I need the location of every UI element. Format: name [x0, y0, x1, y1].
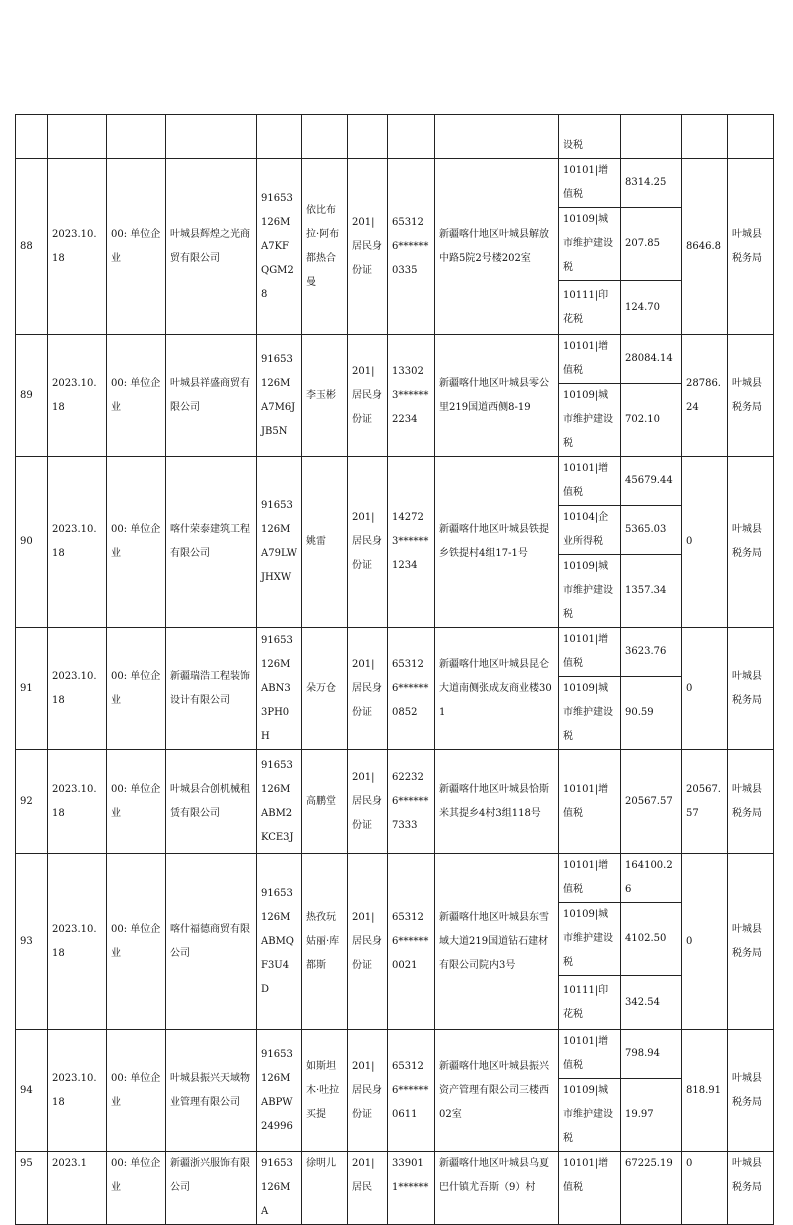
row-number: [16, 1152, 48, 1225]
address-cell: [435, 335, 559, 457]
id-type-cell-text: 201|居民身份证: [352, 1060, 382, 1120]
legal-person-cell: [302, 628, 348, 750]
tax-amount-cell-text: 90.59: [625, 707, 654, 718]
legal-person-cell-text: 朵万仓: [306, 682, 336, 694]
date-cell-text: 2023.10.18: [52, 228, 97, 264]
legal-person-cell-text: 依比布拉·阿布都热合曼: [306, 204, 340, 288]
table-row-partial: [16, 1152, 774, 1225]
tax-item-cell-text: 10101|增值税: [563, 1158, 609, 1193]
id-type-cell: [348, 1152, 388, 1225]
company-name-cell-text: 喀什荣泰建筑工程有限公司: [170, 524, 250, 559]
tax-item-cell: [559, 976, 621, 1030]
date-cell-text: 2023.10.18: [52, 783, 97, 819]
row-number-text: 92: [20, 795, 33, 807]
tax-amount-cell-text: 5365.03: [625, 524, 667, 535]
row-number: [16, 335, 48, 457]
id-type-cell: [348, 1030, 388, 1152]
credit-code-cell: [257, 457, 302, 628]
tax-amount-cell-text: 45679.44: [625, 475, 673, 486]
tax-item-cell: [559, 555, 621, 628]
taxpayer-type-cell: [107, 1152, 166, 1225]
credit-code-cell-text: 91653126MA7KFQGM28: [261, 192, 294, 300]
legal-person-cell: [302, 335, 348, 457]
tax-authority-cell-text: 叶城县税务局: [732, 783, 762, 819]
tax-authority-cell: [728, 750, 774, 854]
date-cell: [48, 854, 107, 1030]
legal-person-cell: [302, 159, 348, 335]
tax-item-cell-text: 10111|印花税: [563, 289, 609, 325]
address-cell-text: 新疆喀什地区叶城县昆仑大道南侧张成友商业楼301: [439, 658, 552, 718]
tax-item-cell: [559, 1030, 621, 1079]
date-cell: [48, 750, 107, 854]
company-name-cell: [166, 457, 257, 628]
id-type-cell-text: 201|居民身份证: [352, 216, 382, 276]
tax-amount-cell-text: 8314.25: [625, 177, 667, 188]
tax-item-cell-text: 10101|增值税: [563, 783, 609, 819]
address-cell: [435, 457, 559, 628]
legal-person-cell: [302, 457, 348, 628]
tax-item-cell-text: 10101|增值税: [563, 1036, 609, 1071]
tax-item-cell: [559, 1152, 621, 1225]
tax-item-cell-text: 10101|增值税: [563, 634, 609, 669]
taxpayer-type-cell: [107, 750, 166, 854]
tax-item-cell: [559, 335, 621, 384]
total-amount-cell: [682, 854, 728, 1030]
credit-code-cell-text: 91653126MA79LWJHXW: [261, 500, 297, 583]
tax-amount-cell-text: 164100.26: [625, 860, 673, 895]
id-number-cell: [388, 335, 435, 457]
tax-item-cell-text: 10101|增值税: [563, 860, 609, 895]
tax-item-cell-text: 10109|城市维护建设税: [563, 1085, 613, 1144]
credit-code-cell: [257, 335, 302, 457]
address-cell: [435, 628, 559, 750]
taxpayer-type-cell: [107, 1030, 166, 1152]
taxpayer-type-cell-text: 00: 单位企业: [111, 783, 161, 819]
legal-person-cell-text: 姚雷: [306, 536, 326, 547]
tax-amount-cell: [621, 854, 682, 903]
legal-person-cell: [302, 1030, 348, 1152]
credit-code-cell-text: 91653126MABMQF3U4D: [261, 887, 295, 995]
tax-amount-cell: [621, 903, 682, 976]
total-amount-cell: [682, 1152, 728, 1225]
id-type-cell: [348, 457, 388, 628]
id-number-cell-text: 133023******2234: [392, 365, 429, 425]
date-cell: [48, 335, 107, 457]
tax-amount-cell: [621, 1152, 682, 1225]
taxpayer-type-cell: [107, 457, 166, 628]
tax-amount-cell: [621, 159, 682, 208]
tax-authority-cell-text: 叶城县税务局: [732, 228, 762, 264]
taxpayer-type-cell-text: 00: 单位企业: [111, 923, 161, 959]
tax-item-cell-text: 10109|城市维护建设税: [563, 561, 613, 620]
tax-amount-cell: [621, 976, 682, 1030]
credit-code-cell-text: 91653126MA7M6JJB5N: [261, 353, 296, 437]
tax-item-cell: [559, 628, 621, 677]
legal-person-cell-text: 高鹏堂: [306, 795, 336, 807]
credit-code-cell: [257, 1152, 302, 1225]
address-cell: [435, 854, 559, 1030]
table-row: [16, 628, 774, 677]
credit-code-cell: [257, 750, 302, 854]
taxpayer-type-cell: [107, 335, 166, 457]
address-cell: [435, 1030, 559, 1152]
total-amount-cell: [682, 457, 728, 628]
tax-amount-cell-text: 207.85: [625, 238, 660, 249]
tax-item-cell-text: 10101|增值税: [563, 341, 609, 376]
legal-person-cell-text: 徐明儿: [306, 1158, 336, 1169]
tax-item-cell-text: 10111|印花税: [563, 984, 609, 1020]
company-name-cell-text: 喀什福德商贸有限公司: [170, 923, 250, 959]
address-cell-text: 新疆喀什地区叶城县铁提乡铁提村4组17-1号: [439, 524, 549, 559]
company-name-cell: [166, 159, 257, 335]
tax-amount-cell: [621, 750, 682, 854]
company-name-cell-text: 叶城县祥盛商贸有限公司: [170, 377, 250, 413]
company-name-cell: [166, 1030, 257, 1152]
tax-amount-cell: [621, 384, 682, 457]
tax-amount-cell: [621, 457, 682, 506]
tax-amount-cell: [621, 208, 682, 281]
credit-code-cell: [257, 1030, 302, 1152]
company-name-cell: [166, 750, 257, 854]
company-name-cell-text: 新疆瑞浩工程装饰设计有限公司: [170, 670, 250, 706]
date-cell-text: 2023.10.18: [52, 1072, 97, 1108]
id-number-cell: [388, 1030, 435, 1152]
id-type-cell-text: 201|居民身份证: [352, 658, 382, 718]
address-cell-text: 新疆喀什地区叶城县解放中路5院2号楼202室: [439, 228, 549, 264]
company-name-cell-text: 叶城县振兴天域物业管理有限公司: [170, 1072, 250, 1108]
total-amount-cell: [682, 628, 728, 750]
tax-item-cell-text: 10101|增值税: [563, 165, 609, 200]
id-number-cell: [388, 750, 435, 854]
tax-amount-cell: [621, 555, 682, 628]
address-cell: [435, 1152, 559, 1225]
row-number-text: 88: [20, 240, 33, 252]
id-type-cell: [348, 159, 388, 335]
credit-code-cell: [257, 628, 302, 750]
tax-authority-cell: [728, 854, 774, 1030]
total-amount-cell-text: 0: [686, 935, 693, 947]
tax-item-cell: [559, 1079, 621, 1152]
table-row: [16, 159, 774, 208]
tax-item-cell: [559, 903, 621, 976]
id-number-cell: [388, 628, 435, 750]
date-cell-text: 2023.10.18: [52, 923, 97, 959]
tax-authority-cell-text: 叶城县税务局: [732, 524, 762, 559]
tax-authority-cell: [728, 457, 774, 628]
tax-amount-cell: [621, 281, 682, 335]
address-cell-text: 新疆喀什地区叶城县零公里219国道西侧8-19: [439, 377, 549, 413]
row-number: [16, 1030, 48, 1152]
table-row: [16, 750, 774, 854]
tax-item-cell: [559, 750, 621, 854]
legal-person-cell: [302, 854, 348, 1030]
id-number-cell-text: 653126******0335: [392, 216, 429, 276]
id-number-cell: [388, 854, 435, 1030]
tax-authority-cell-text: 叶城县税务局: [732, 670, 762, 706]
id-type-cell: [348, 628, 388, 750]
tax-item-cell: [559, 457, 621, 506]
tax-authority-cell-text: 叶城县税务局: [732, 923, 762, 959]
tax-amount-cell: [621, 335, 682, 384]
credit-code-cell-text: 91653126MABM2KCE3J: [261, 759, 294, 843]
total-amount-cell-text: 28786.24: [686, 377, 721, 413]
row-number-text: 90: [20, 536, 33, 547]
credit-code-cell-text: 91653126MA: [261, 1158, 293, 1217]
tax-amount-cell-text: 19.97: [625, 1109, 654, 1120]
tax-item-cell: [559, 384, 621, 457]
tax-amount-cell: [621, 1030, 682, 1079]
taxpayer-type-cell: [107, 854, 166, 1030]
tax-authority-cell-text: 叶城县税务局: [732, 1158, 762, 1193]
address-cell-text: 新疆喀什地区叶城县东雪域大道219国道钻石建材有限公司院内3号: [439, 911, 549, 971]
total-amount-cell-text: 0: [686, 1158, 693, 1169]
taxpayer-type-cell: [107, 159, 166, 335]
company-name-cell-text: 叶城县辉煌之光商贸有限公司: [170, 228, 250, 264]
taxpayer-type-cell-text: 00: 单位企业: [111, 228, 161, 264]
tax-item-cell-text: 10109|城市维护建设税: [563, 390, 613, 449]
tax-item-cell: [559, 281, 621, 335]
credit-code-cell: [257, 159, 302, 335]
tax-amount-cell: [621, 628, 682, 677]
table-row: [16, 854, 774, 903]
legal-person-cell: [302, 750, 348, 854]
total-amount-cell: [682, 1030, 728, 1152]
taxpayer-type-cell-text: 00: 单位企业: [111, 524, 161, 559]
tax-amount-cell-text: 28084.14: [625, 353, 673, 364]
company-name-cell: [166, 628, 257, 750]
tax-item-cell-text: 10109|城市维护建设税: [563, 683, 613, 742]
id-type-cell: [348, 750, 388, 854]
date-cell-text: 2023.10.18: [52, 377, 97, 413]
id-type-cell-text: 201|居民身份证: [352, 512, 382, 571]
tax-amount-cell-text: 1357.34: [625, 585, 667, 596]
id-number-cell-text: 653126******0852: [392, 658, 429, 718]
id-number-cell-text: 653126******0021: [392, 911, 429, 971]
total-amount-cell-text: 8646.8: [686, 240, 721, 252]
tax-item-cell-text: 10109|城市维护建设税: [563, 909, 613, 968]
tax-amount-cell-text: 4102.50: [625, 933, 667, 944]
table-row: [16, 335, 774, 384]
tax-item-cell: [559, 159, 621, 208]
id-type-cell: [348, 335, 388, 457]
row-number: [16, 159, 48, 335]
company-name-cell: [166, 335, 257, 457]
address-cell: [435, 750, 559, 854]
row-number: [16, 457, 48, 628]
id-number-cell-text: 339011******: [392, 1158, 429, 1193]
tax-amount-cell-text: 20567.57: [625, 795, 673, 807]
tax-amount-cell-text: 342.54: [625, 996, 660, 1008]
tax-amount-cell: [621, 1079, 682, 1152]
company-name-cell: [166, 1152, 257, 1225]
tax-amount-cell: [621, 677, 682, 750]
company-name-cell-text: 叶城县合创机械租赁有限公司: [170, 783, 250, 819]
row-number-text: 95: [20, 1158, 33, 1169]
id-type-cell-text: 201|居民身份证: [352, 365, 382, 425]
date-cell: [48, 1152, 107, 1225]
total-amount-cell: [682, 335, 728, 457]
total-amount-cell-text: 818.91: [686, 1084, 721, 1096]
table-row: [16, 457, 774, 506]
tax-item-cell: [559, 854, 621, 903]
row-number-text: 93: [20, 935, 33, 947]
taxpayer-type-cell-text: 00: 单位企业: [111, 1072, 161, 1108]
date-cell: [48, 457, 107, 628]
id-number-cell-text: 622326******7333: [392, 771, 429, 831]
tax-authority-cell: [728, 1152, 774, 1225]
row-number: [16, 854, 48, 1030]
taxpayer-type-cell-text: 00: 单位企业: [111, 670, 161, 706]
row-number-text: 89: [20, 389, 33, 401]
legal-person-cell-text: 李玉彬: [306, 389, 336, 401]
id-number-cell-text: 142723******1234: [392, 512, 429, 571]
tax-amount-cell-text: 67225.19: [625, 1158, 673, 1169]
tax-item-cell-text: 10101|增值税: [563, 463, 609, 498]
tax-authority-cell-text: 叶城县税务局: [732, 377, 762, 413]
tax-item-cell: [559, 506, 621, 555]
date-cell: [48, 159, 107, 335]
taxpayer-type-cell-text: 00: 单位企业: [111, 377, 161, 413]
tax-arrears-table: [15, 114, 774, 1225]
tax-item-cell-text: 10109|城市维护建设税: [563, 214, 613, 273]
date-cell-text: 2023.10.18: [52, 524, 97, 559]
company-name-cell-text: 新疆浙兴服饰有限公司: [170, 1158, 250, 1193]
tax-authority-cell-text: 叶城县税务局: [732, 1072, 762, 1108]
tax-amount-cell-text: 3623.76: [625, 646, 667, 657]
continued-row: [16, 115, 774, 159]
row-number-text: 91: [20, 682, 33, 694]
address-cell-text: 新疆喀什地区叶城县恰斯米其提乡4村3组118号: [439, 783, 549, 819]
id-number-cell: [388, 1152, 435, 1225]
credit-code-cell-text: 91653126MABN33PH0H: [261, 634, 293, 742]
table-row: [16, 1030, 774, 1079]
tax-item-cell-text: 10104|企业所得税: [563, 512, 609, 547]
total-amount-cell: [682, 750, 728, 854]
tax-authority-cell: [728, 159, 774, 335]
id-type-cell: [348, 854, 388, 1030]
row-number-text: 94: [20, 1084, 33, 1096]
tax-amount-cell-text: 702.10: [625, 414, 660, 425]
legal-person-cell: [302, 1152, 348, 1225]
date-cell-text: 2023.1: [52, 1158, 87, 1169]
tax-authority-cell: [728, 335, 774, 457]
address-cell-text: 新疆喀什地区叶城县乌夏巴什镇尤吾斯（9）村: [439, 1158, 549, 1193]
company-name-cell: [166, 854, 257, 1030]
credit-code-cell: [257, 854, 302, 1030]
date-cell: [48, 628, 107, 750]
address-cell: [435, 159, 559, 335]
tax-amount-cell-text: 124.70: [625, 301, 660, 313]
total-amount-cell-text: 0: [686, 682, 693, 694]
legal-person-cell-text: 如斯坦木·吐拉买提: [306, 1060, 340, 1120]
id-type-cell-text: 201|居民身份证: [352, 911, 382, 971]
tax-authority-cell: [728, 1030, 774, 1152]
total-amount-cell-text: 20567.57: [686, 783, 721, 819]
total-amount-cell-text: 0: [686, 536, 693, 547]
tax-item-cell: [559, 208, 621, 281]
id-number-cell-text: 653126******0611: [392, 1060, 429, 1120]
total-amount-cell: [682, 159, 728, 335]
row-number: [16, 750, 48, 854]
taxpayer-type-cell: [107, 628, 166, 750]
row-number: [16, 628, 48, 750]
legal-person-cell-text: 热孜玩姑丽·库都斯: [306, 911, 340, 971]
tax-amount-cell: [621, 506, 682, 555]
tax-item-cell: 设税: [559, 115, 621, 159]
id-number-cell: [388, 457, 435, 628]
tax-amount-cell-text: 798.94: [625, 1048, 660, 1059]
taxpayer-type-cell-text: 00: 单位企业: [111, 1158, 161, 1193]
date-cell-text: 2023.10.18: [52, 670, 97, 706]
credit-code-cell-text: 91653126MABPW24996: [261, 1048, 293, 1132]
tax-authority-cell: [728, 628, 774, 750]
date-cell: [48, 1030, 107, 1152]
tax-item-cell: [559, 677, 621, 750]
id-type-cell-text: 201|居民身份证: [352, 771, 382, 831]
id-type-cell-text: 201|居民: [352, 1158, 375, 1193]
id-number-cell: [388, 159, 435, 335]
address-cell-text: 新疆喀什地区叶城县振兴资产管理有限公司三楼西02室: [439, 1060, 549, 1120]
